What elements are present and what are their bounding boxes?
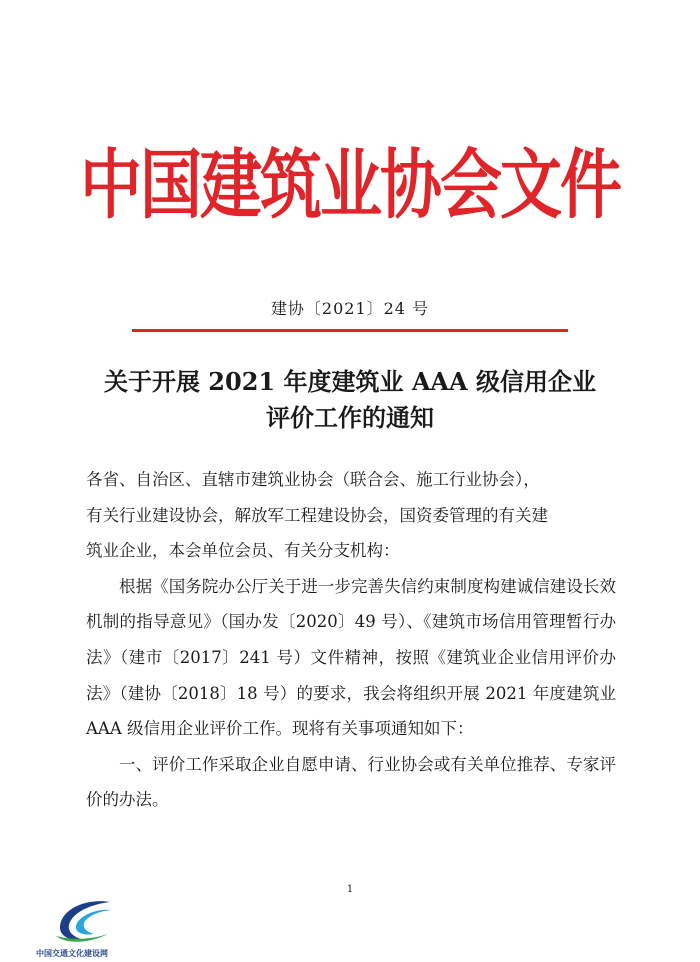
swoosh-logo-icon [52, 896, 116, 946]
notice-title [60, 364, 640, 436]
watermark-text: 中国交通文化建设网 [36, 949, 108, 958]
addressee-line-3: 筑业企业，本会单位会员、有关分支机构： [86, 541, 400, 561]
document-number: 建协〔2021〕24 号 [270, 299, 430, 318]
red-divider [132, 329, 568, 332]
body-paragraph-2: 一、评价工作采取企业自愿申请、行业协会或有关单位推荐、专家评价的办法。 [86, 754, 616, 810]
body-paragraph-1: 根据《国务院办公厅关于进一步完善失信约束制度构建诚信建设长效机制的指导意见》（国办发〔2020〕49 号）、《建筑市场信用管理暂行办法》（建市〔2017〕241 号）文件精神，按照《建筑业企业信用评价办法》（建协〔2018〕18 号）的要求，我会将组织开展 2021 年度建筑业 AAA 级信用企业评价工作。现将有关事项通知如下： [86, 576, 616, 739]
notice-title-line-2: 评价工作的通知 [266, 403, 434, 432]
notice-title-line-1: 关于开展 2021 年度建筑业 AAA 级信用企业 [103, 367, 597, 396]
notice-body [86, 462, 616, 818]
watermark-logo [36, 896, 186, 962]
page-number: 1 [346, 884, 354, 895]
addressee-line-1: 各省、自治区、直辖市建筑业协会（联合会、施工行业协会）， [86, 470, 540, 489]
masthead-title: 中国建筑业协会文件 [80, 140, 621, 230]
addressee-line-2: 有关行业建设协会，解放军工程建设协会，国资委管理的有关建 [86, 505, 548, 525]
